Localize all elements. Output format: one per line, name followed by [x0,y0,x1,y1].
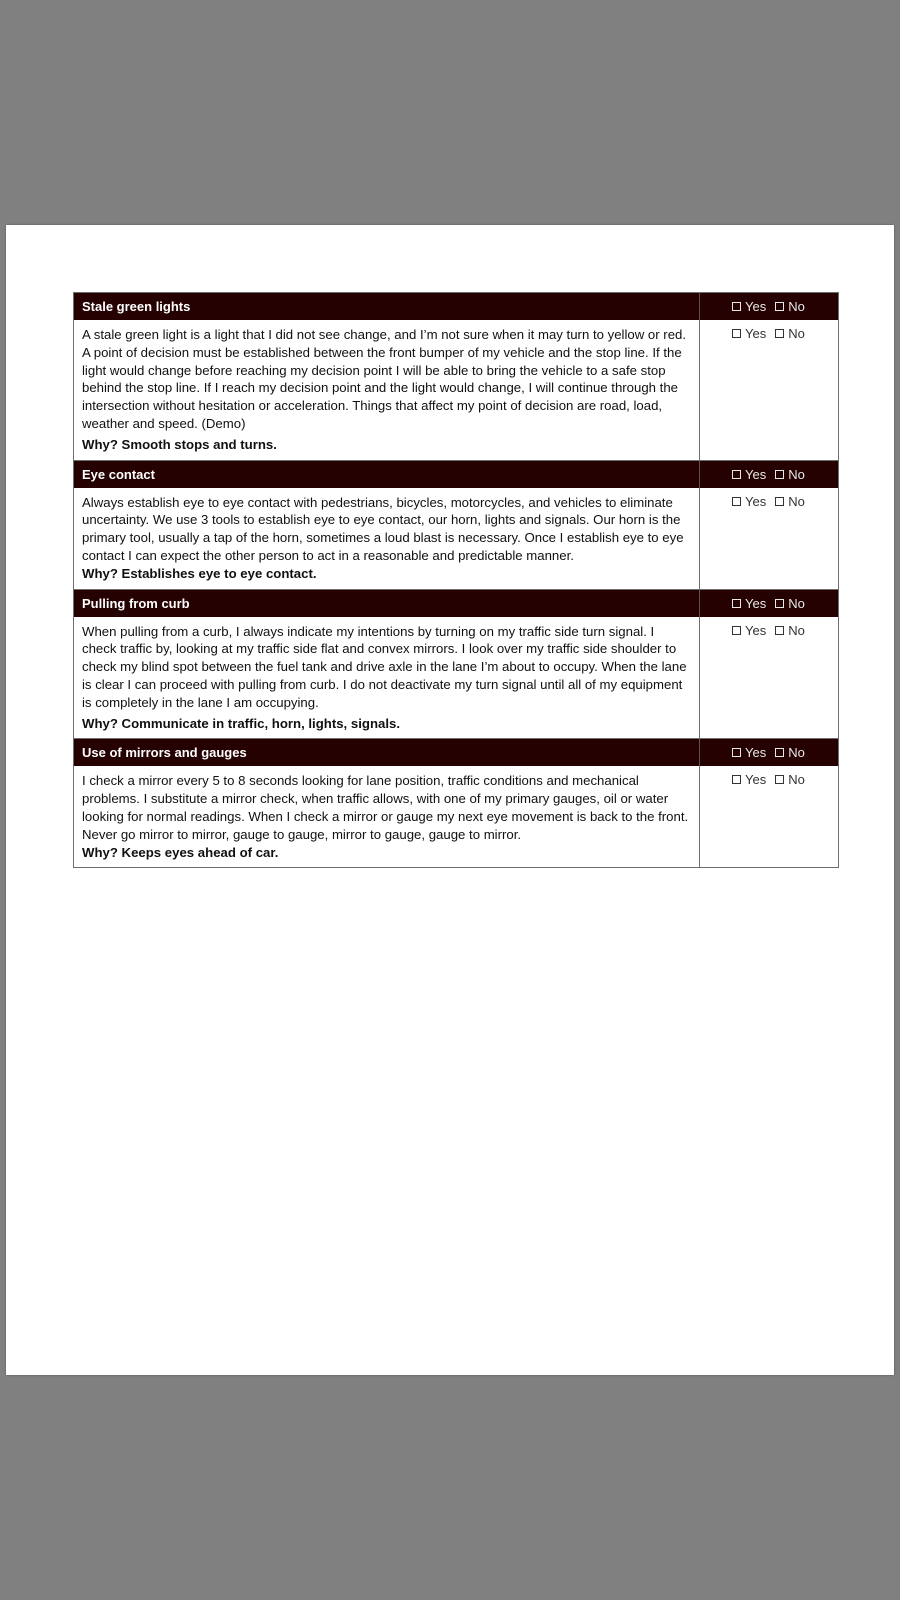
checkbox-icon[interactable] [775,599,784,608]
checkbox-icon[interactable] [775,775,784,784]
no-option[interactable]: No [775,623,805,638]
section-body [74,488,838,590]
no-option[interactable]: No [775,494,805,509]
section-body [74,617,838,740]
checklist-table [73,292,839,868]
yes-no-checkboxes [732,623,838,638]
section-description: Always establish eye to eye contact with pedestrians, bicycles, motorcycles, and vehicles to eliminate uncertainty. We use 3 tools to establish eye to eye contact, our horn, lights and signals. Our horn is the primary tool, usually a tap of the horn, sometimes a loud blast is necessary. Once I establish eye to eye contact I can expect the other person to act in a reasonable and predictable manner. [82,494,684,563]
checkbox-icon[interactable] [775,497,784,506]
yes-no-checkboxes [732,299,838,314]
yes-option[interactable]: Yes [732,745,766,760]
yes-no-checkboxes [732,494,838,509]
no-option[interactable]: No [775,326,805,341]
yes-option[interactable]: Yes [732,326,766,341]
yes-option[interactable]: Yes [732,467,766,482]
yes-option[interactable]: Yes [732,623,766,638]
section-title: Stale green lights [74,293,700,320]
yes-option[interactable]: Yes [732,772,766,787]
checkbox-icon[interactable] [775,329,784,338]
section-why: Why? Keeps eyes ahead of car. [82,844,279,860]
section-body [74,766,838,867]
yes-no-checkboxes [732,467,838,482]
yes-option[interactable]: Yes [732,596,766,611]
no-option[interactable]: No [775,299,805,314]
section-title: Eye contact [74,461,700,488]
yes-no-checkboxes [732,326,838,341]
no-option[interactable]: No [775,772,805,787]
section-why: Why? Smooth stops and turns. [82,436,277,452]
yes-no-checkboxes [732,745,838,760]
no-option[interactable]: No [775,745,805,760]
section-why: Why? Establishes eye to eye contact. [82,565,317,581]
yes-no-checkboxes [732,596,838,611]
checkbox-icon[interactable] [732,497,741,506]
yes-option[interactable]: Yes [732,299,766,314]
section-header [74,293,838,320]
section-header [74,739,838,766]
section-header [74,590,838,617]
checkbox-icon[interactable] [775,302,784,311]
document-page [6,225,894,1375]
section-why: Why? Communicate in traffic, horn, lights, signals. [82,715,400,731]
no-option[interactable]: No [775,467,805,482]
no-option[interactable]: No [775,596,805,611]
section-title: Use of mirrors and gauges [74,739,700,766]
section-description: A stale green light is a light that I did not see change, and I’m not sure when it may turn to yellow or red. A point of decision must be established between the front bumper of my vehicle and the stop line. If the light would change before reaching my decision point I will be able to bring the vehicle to a safe stop behind the stop line. If I reach my decision point and the light would change, I will continue through the intersection without hesitation or acceleration. Things that affect my point of decision are road, load, weather and speed. (Demo) [82,327,687,431]
yes-no-checkboxes [732,772,838,787]
section-description: I check a mirror every 5 to 8 seconds looking for lane position, traffic conditions and mechanical problems. I substitute a mirror check, when traffic allows, with one of my primary gauges, oil or water looking for normal readings. When I check a mirror or gauge my next eye movement is back to the front. Never go mirror to mirror, gauge to gauge, mirror to gauge, gauge to mirror. [82,773,689,842]
section-title: Pulling from curb [74,590,700,617]
checkbox-icon[interactable] [732,748,741,757]
checkbox-icon[interactable] [732,626,741,635]
checkbox-icon[interactable] [732,599,741,608]
checkbox-icon[interactable] [775,470,784,479]
checkbox-icon[interactable] [732,775,741,784]
section-body [74,320,838,461]
section-description: When pulling from a curb, I always indicate my intentions by turning on my traffic side turn signal. I check traffic by, looking at my traffic side flat and convex mirrors. I look over my traffic side shoulder to check my blind spot between the fuel tank and drive axle in the lane I’m about to occupy. When the lane is clear I can proceed with pulling from curb. I do not deactivate my turn signal until all of my equipment is completely in the lane I am occupying. [82,623,687,710]
checkbox-icon[interactable] [775,748,784,757]
checkbox-icon[interactable] [732,470,741,479]
section-header [74,461,838,488]
checkbox-icon[interactable] [732,329,741,338]
yes-option[interactable]: Yes [732,494,766,509]
checkbox-icon[interactable] [732,302,741,311]
checkbox-icon[interactable] [775,626,784,635]
